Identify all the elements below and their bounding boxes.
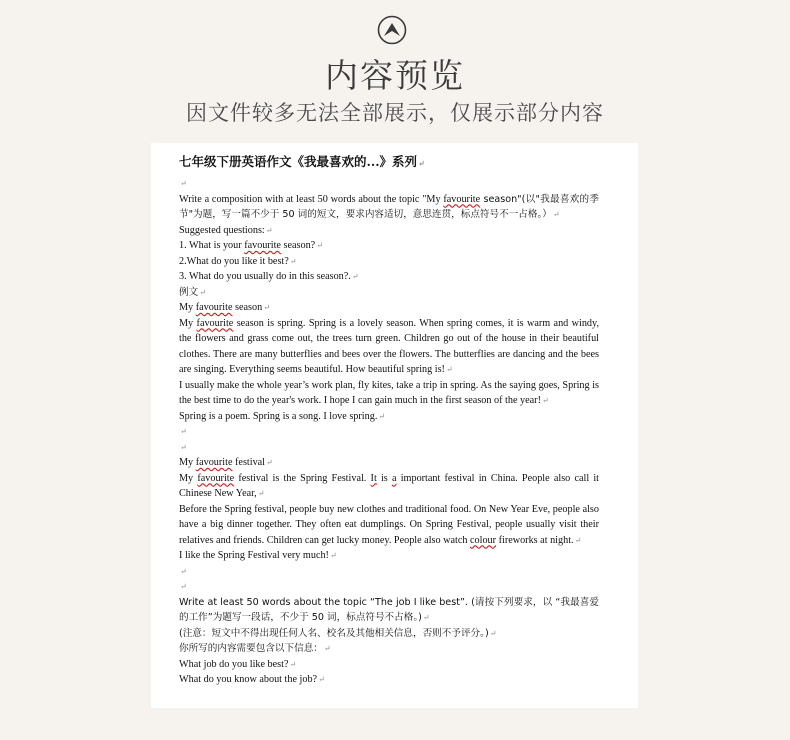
prompt-2-info: 你所写的内容需要包含以下信息：↵ [179,643,331,654]
essay-2-paragraph-3: I like the Spring Festival very much!↵ [179,550,337,561]
page-title: 内容预览 [325,56,465,95]
prompt-2-paragraph: Write at least 50 words about the topic “The job I like best”. (请按下列要求，以 “我最喜爱的工作”为题写一段话，不少于 50 词，标点符号不占格。)↵ [179,596,599,623]
question-3: 3. What do you usually do in this season?.↵ [179,271,359,282]
mountain-circle-icon [377,15,407,45]
essay-2-paragraph-2: Before the Spring festival, people buy new clothes and traditional food. On New Year Eve, people also have a big dinner together. They often eat dumplings. On Spring Festival, people usually visit their relatives and friends. Children can get lucky money. People also watch colour fireworks at night.↵ [179,503,599,546]
blank-line: ↵ [180,442,187,452]
essay-1-paragraph-1: My favourite season is spring. Spring is a lovely season. When spring comes, it is warm and windy, the flowers and grass come out, the trees turn green. Children go out of the house in their beautiful clothes. There are many butterflies and bees over the flowers. The butterflies are dancing and the bees are singing. Everything seems beautiful. How beautiful spring is!↵ [179,317,599,375]
prompt-2-question-2: What do you know about the job?↵ [179,674,325,685]
prompt-2-question-1: What job do you like best?↵ [179,658,297,670]
suggested-questions-label: Suggested questions:↵ [179,224,273,236]
blank-line: ↵ [180,582,187,591]
essay-1-title: My favourite season↵ [179,302,270,313]
document-heading: 七年级下册英语作文《我最喜欢的...》系列↵ [179,154,425,169]
prompt-paragraph: Write a composition with at least 50 words about the topic "My favourite season"(以"我最喜欢的季节"为题，写一篇不少于 50 词的短文，要求内容适切，意思连贯，标点符号不一占格。）↵ [179,193,599,220]
essay-1-paragraph-3: Spring is a poem. Spring is a song. I love spring.↵ [179,410,386,422]
question-1: 1. What is your favourite season?↵ [179,240,323,251]
question-2: 2.What do you like it best?↵ [179,255,297,267]
essay-2-title: My favourite festival↵ [179,457,273,468]
prompt-2-note: (注意：短文中不得出现任何人名、校名及其他相关信息，否则不予评分。)↵ [179,627,497,639]
blank-line: ↵ [180,427,187,436]
page-subtitle: 因文件较多无法全部展示，仅展示部分内容 [186,101,604,125]
example-label: 例文↵ [179,286,206,298]
essay-2-paragraph-1: My favourite festival is the Spring Festival. It is a important festival in China. People also call it Chinese New Year,↵ [179,472,600,499]
document-body [179,152,599,688]
blank-line: ↵ [180,566,187,576]
blank-line: ↵ [180,179,187,188]
essay-1-paragraph-2: I usually make the whole year’s work plan, fly kites, take a trip in spring. As the saying goes, Spring is the best time to do the year's work. I hope I can gain much in the first season of the year!↵ [179,379,599,406]
document-preview [151,143,638,708]
